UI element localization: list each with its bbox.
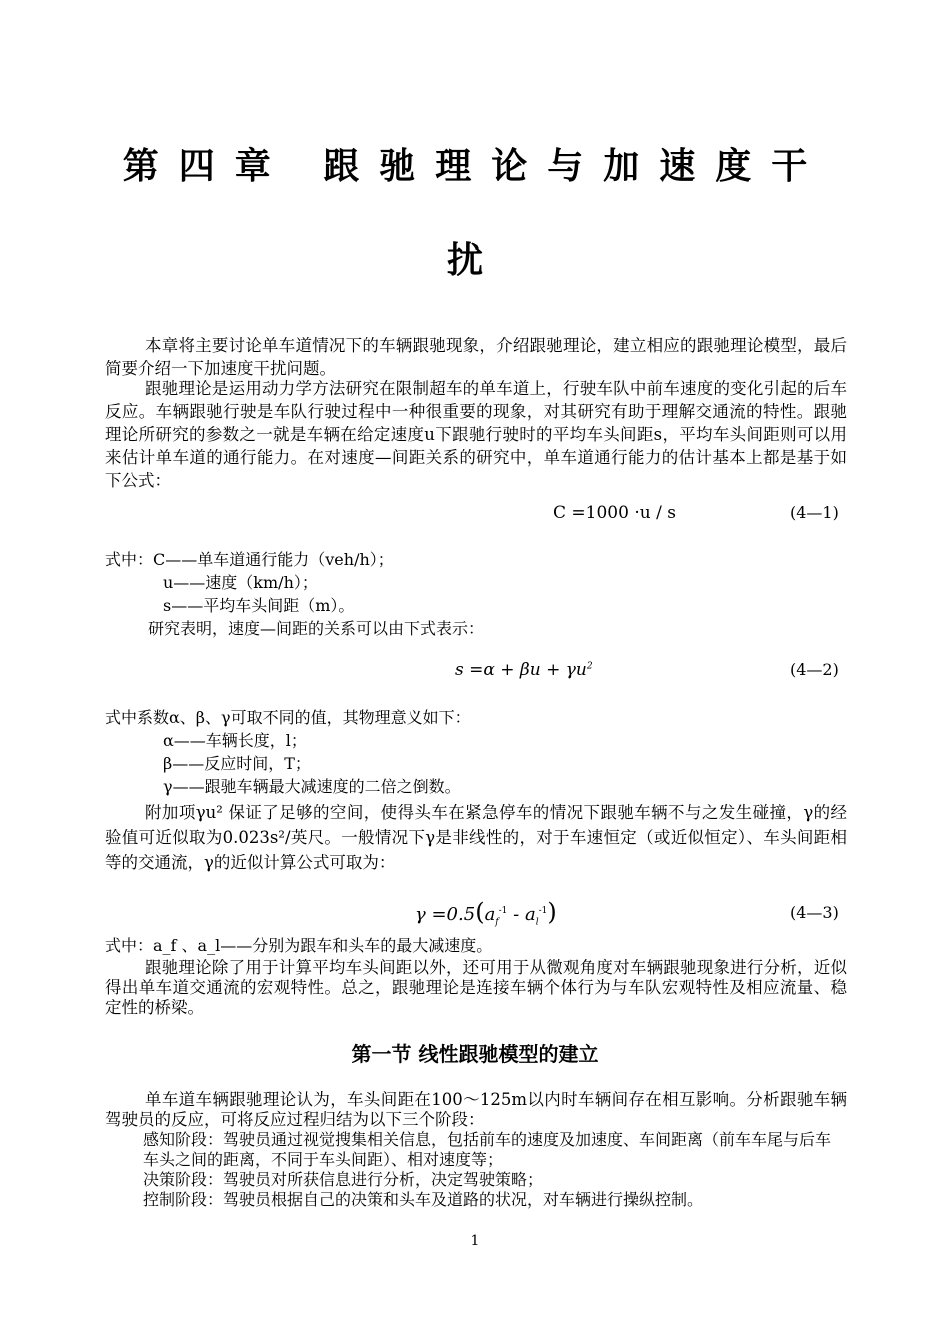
definitions-lead: [105, 548, 394, 571]
eq3-exp-f: -1: [498, 906, 508, 916]
equation-4-3: $\gamma =0.5(a_f^{-1} - a_l^{-1})$: [415, 898, 557, 928]
stage-perception: [143, 1130, 847, 1170]
stage-control-text: 驾驶员根据自己的决策和头车及道路的状况，对车辆进行操纵控制。: [223, 1190, 704, 1209]
stage-perception-label: 感知阶段：: [143, 1130, 224, 1149]
stage-control: [143, 1190, 847, 1210]
paragraph-macro-properties: 跟驰理论除了用于计算平均车头间距以外，还可用于从微观角度对车辆跟驰现象进行分析，近似得出单车道交通流的宏观特性。总之，跟驰理论是连接车辆个体行为与车队宏观特性及相应流量、稳定性的桥梁。: [105, 958, 847, 1017]
definition-c: C——单车道通行能力（veh/h）；: [153, 550, 394, 569]
section-title: 第一节 线性跟驰模型的建立: [351, 1042, 599, 1066]
chapter-title-line2: 扰: [446, 240, 503, 281]
eq3-a-f: a: [484, 904, 496, 925]
chapter-title-line1: 第四章 跟驰理论与加速度干: [122, 146, 828, 187]
paragraph-single-lane: 单车道车辆跟驰理论认为，车头间距在100～125m以内时车辆间存在相互影响。分析跟驰车辆驾驶员的反应，可将反应过程归结为以下三个阶段：: [105, 1090, 847, 1129]
definition-s: s——平均车头间距（m）。: [163, 596, 355, 615]
equation-4-1: C =1000 ·u / s: [553, 503, 676, 523]
stage-control-label: 控制阶段：: [143, 1190, 224, 1209]
definition-alpha: α——车辆长度，l；: [163, 731, 307, 750]
eq3-minus: -: [507, 904, 525, 925]
definitions-deceleration: 式中：a_f 、a_l——分别为跟车和头车的最大减速度。: [105, 936, 493, 955]
intro-paragraph-2: 跟驰理论是运用动力学方法研究在限制超车的单车道上，行驶车队中前车速度的变化引起的后车反应。车辆跟驰行驶是车队行驶过程中一种很重要的现象，对其研究有助于理解交通流的特性。跟驰理论所研究的参数之一就是车辆在给定速度u下跟驰行驶时的平均车头间距s，平均车头间距则可以用来估计单车道的通行能力。在对速度—间距关系的研究中，单车道通行能力的估计基本上都是基于如下公式：: [105, 379, 847, 490]
stage-decision-text: 驾驶员对所获信息进行分析，决定驾驶策略；: [223, 1170, 544, 1189]
eq3-a-l: a: [524, 904, 536, 925]
eq3-sub-l: l: [535, 917, 539, 928]
coefficients-lead: 式中系数α、β、γ可取不同的值，其物理意义如下：: [105, 708, 471, 727]
eq3-sub-f: f: [495, 917, 499, 928]
definition-u: u——速度（km/h）；: [163, 573, 318, 592]
equation-4-2: [455, 660, 593, 680]
equation-4-2-body: s =α + βu + γu: [455, 660, 587, 680]
equation-number-4-1: (4—1): [790, 503, 839, 522]
equation-4-3-lhs: γ =0.5: [415, 904, 476, 925]
equation-number-4-3: (4—3): [790, 903, 839, 922]
definitions-lead-text: 式中：: [105, 550, 154, 569]
eq3-exp-l: -1: [538, 906, 548, 916]
study-sentence: 研究表明，速度—间距的关系可以由下式表示：: [148, 619, 485, 638]
paragraph-additional-term: 附加项γu² 保证了足够的空间，使得头车在紧急停车的情况下跟驰车辆不与之发生碰撞，γ的经验值可近似取为0.023s²/英尺。一般情况下γ是非线性的，对于车速恒定（或近似恒定）、车头间距相等的交通流，γ的近似计算公式可取为：: [105, 803, 847, 872]
intro-paragraph-1: 本章将主要讨论单车道情况下的车辆跟驰现象，介绍跟驰理论，建立相应的跟驰理论模型，最后简要介绍一下加速度干扰问题。: [105, 336, 847, 378]
stage-perception-text: 驾驶员通过视觉搜集相关信息，包括前车的速度及加速度、车间距离（前车车尾与后车车头之间的距离，不同于车头间距）、相对速度等；: [143, 1130, 832, 1169]
equation-4-2-exponent: 2: [586, 661, 593, 672]
page-number: 1: [470, 1233, 480, 1249]
equation-number-4-2: (4—2): [790, 660, 839, 679]
definition-gamma: γ——跟驰车辆最大减速度的二倍之倒数。: [163, 777, 461, 796]
stage-decision-label: 决策阶段：: [143, 1170, 224, 1189]
definition-beta: β——反应时间，T；: [163, 754, 311, 773]
stage-decision: [143, 1170, 847, 1190]
